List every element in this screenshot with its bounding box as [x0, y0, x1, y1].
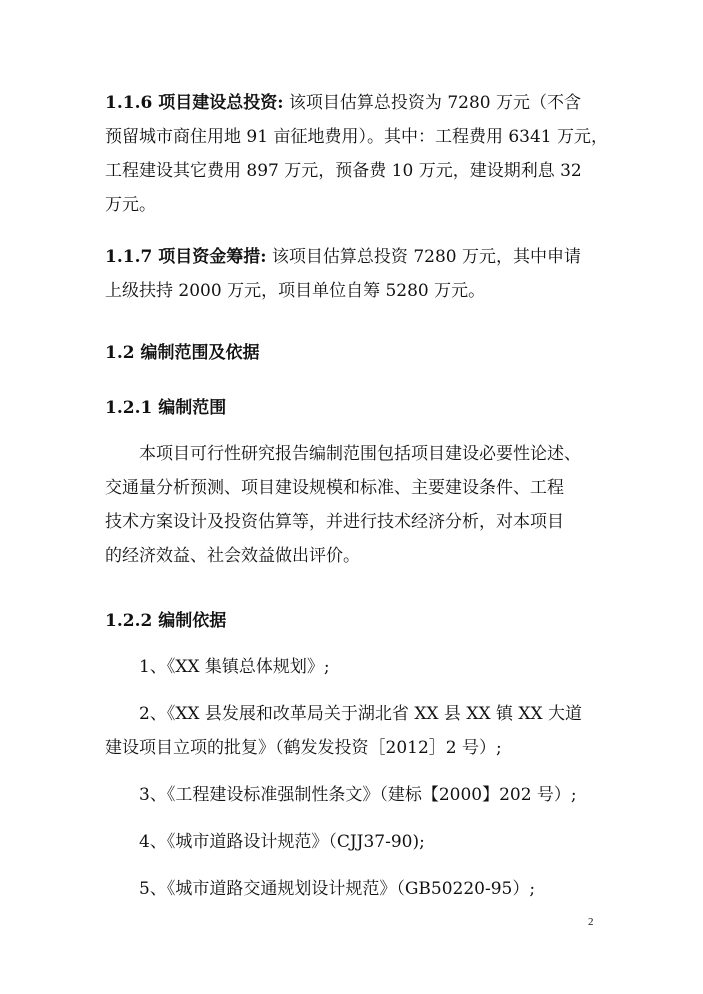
list-item: 3、《工程建设标准强制性条文》（建标【2000】202 号）;: [105, 785, 577, 805]
line: 本项目可行性研究报告编制范围包括项目建设必要性论述、: [105, 444, 581, 464]
section-heading: 1.1.6 项目建设总投资:: [105, 93, 284, 113]
line: 工程建设其它费用 897 万元，预备费 10 万元，建设期利息 32: [105, 161, 582, 181]
line: 交通量分析预测、项目建设规模和标准、主要建设条件、工程: [105, 478, 564, 498]
line: [105, 240, 581, 274]
section-1-1-6: [105, 86, 608, 222]
line: 万元。: [105, 195, 156, 215]
paragraph-text: 该项目估算总投资为 7280 万元（不含: [283, 93, 582, 113]
section-1-1-7: [105, 240, 581, 308]
section-1-2-1-body: [105, 437, 581, 573]
paragraph-text: 该项目估算总投资 7280 万元，其中申请: [266, 247, 582, 267]
page-number: 2: [588, 916, 594, 928]
list-item: 1、《XX 集镇总体规划》;: [105, 657, 330, 677]
line: 技术方案设计及投资估算等，并进行技术经济分析，对本项目: [105, 512, 564, 532]
line: 的经济效益、社会效益做出评价。: [105, 546, 360, 566]
section-1-2-2-heading: 1.2.2 编制依据: [105, 611, 227, 631]
section-1-2-heading: 1.2 编制范围及依据: [105, 343, 260, 363]
line: [105, 86, 608, 120]
section-1-2-1-heading: 1.2.1 编制范围: [105, 398, 227, 418]
section-heading: 1.1.7 项目资金筹措:: [105, 247, 267, 267]
list-item: 5、《城市道路交通规划设计规范》（GB50220-95）;: [105, 879, 536, 899]
list-item: 2、《XX 县发展和改革局关于湖北省 XX 县 XX 镇 XX 大道: [105, 704, 582, 724]
list-item: 4、《城市道路设计规范》（CJJ37-90);: [105, 832, 425, 852]
list-item: 建设项目立项的批复》（鹤发发投资［2012］2 号）;: [105, 738, 502, 758]
line: 上级扶持 2000 万元，项目单位自筹 5280 万元。: [105, 281, 486, 301]
reference-list: [105, 650, 582, 906]
line: 预留城市商住用地 91 亩征地费用）。其中：工程费用 6341 万元，: [105, 127, 609, 147]
